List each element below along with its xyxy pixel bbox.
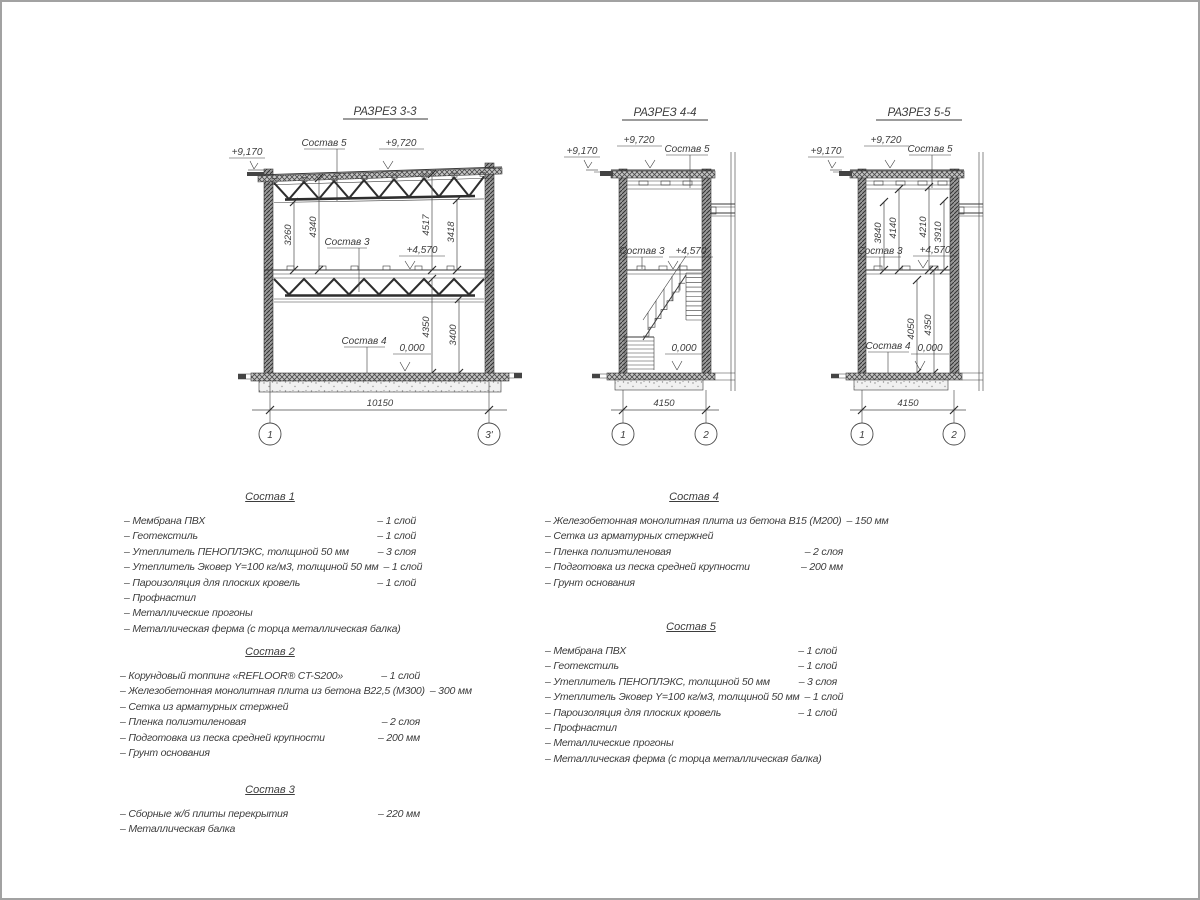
section-4-4 xyxy=(564,107,735,445)
elevation-mark-zero xyxy=(665,343,703,370)
svg-text:1: 1 xyxy=(859,430,865,441)
composition-item: – Сетка из арматурных стержней xyxy=(545,530,714,543)
composition-item: – Грунт основания xyxy=(545,576,635,589)
wall-right xyxy=(485,163,494,374)
adjacent-column xyxy=(959,152,983,391)
elevation-mark-parapet xyxy=(229,147,265,170)
svg-text:2: 2 xyxy=(951,430,957,441)
composition-item: – Металлическая ферма (с торца металлическая балка) xyxy=(545,752,822,765)
composition-item: – Пленка полиэтиленовая – 2 слоя xyxy=(545,545,843,558)
svg-text:+9,720: +9,720 xyxy=(385,138,417,149)
composition-item: – Металлическая ферма (с торца металлическая балка) xyxy=(124,622,401,635)
composition-item: – Металлические прогоны xyxy=(545,737,674,750)
composition-item: – Подготовка из песка средней крупности – 200 мм xyxy=(120,731,420,744)
wall-left xyxy=(619,169,627,374)
svg-text:4517: 4517 xyxy=(421,214,432,236)
span-dimension xyxy=(850,390,966,445)
svg-text:Состав 3: Состав 3 xyxy=(324,237,370,248)
roof xyxy=(247,167,502,185)
composition-item: – Мембрана ПВХ – 1 слой xyxy=(124,515,416,527)
leader-sostav4 xyxy=(865,341,911,373)
adjacent-column xyxy=(711,152,735,391)
svg-text:4150: 4150 xyxy=(653,398,675,409)
composition-item: – Сборные ж/б плиты перекрытия – 220 мм xyxy=(120,808,420,820)
composition-item: – Грунт основания xyxy=(120,747,210,760)
drawing-canvas xyxy=(2,2,1198,462)
composition-item: – Железобетонная монолитная плита из бетона В22,5 (М300) – 300 мм xyxy=(120,685,472,698)
roof xyxy=(833,170,964,189)
svg-text:+9,720: +9,720 xyxy=(870,135,902,146)
svg-text:3910: 3910 xyxy=(933,221,944,243)
elevation-mark-parapet xyxy=(808,146,844,170)
svg-text:4340: 4340 xyxy=(308,216,319,238)
composition-1 xyxy=(124,491,423,637)
svg-text:Состав 3: Состав 3 xyxy=(619,246,665,257)
svg-text:+4,570: +4,570 xyxy=(919,245,951,256)
svg-text:+9,170: +9,170 xyxy=(231,147,263,158)
dimensions-upper xyxy=(873,183,948,274)
span-dimension xyxy=(611,390,719,445)
composition-item: – Подготовка из песка средней крупности – 200 мм xyxy=(545,561,843,574)
composition-item: – Корундовый топпинг «REFLOOR® CT-S200» – 1 слой xyxy=(120,670,420,682)
leader-sostav3 xyxy=(324,237,370,292)
section-title: РАЗРЕЗ 4-4 xyxy=(633,107,697,119)
composition-item: – Металлические прогоны xyxy=(124,607,253,620)
svg-text:Состав 4: Состав 4 xyxy=(865,341,911,352)
dimensions-upper xyxy=(283,170,461,274)
leader-sostav5 xyxy=(907,144,953,188)
composition-item: – Металлическая балка xyxy=(120,823,236,836)
section-title: РАЗРЕЗ 3-3 xyxy=(353,106,417,118)
svg-text:Состав 5: Состав 5 xyxy=(907,144,953,155)
svg-text:3418: 3418 xyxy=(446,221,457,243)
composition-title: Состав 2 xyxy=(245,646,295,658)
svg-text:3840: 3840 xyxy=(873,222,884,244)
composition-title: Состав 1 xyxy=(245,491,295,503)
composition-item: – Мембрана ПВХ – 1 слой xyxy=(545,645,837,657)
svg-text:3400: 3400 xyxy=(448,324,459,346)
svg-text:+4,570: +4,570 xyxy=(406,245,438,256)
svg-text:4350: 4350 xyxy=(923,314,934,336)
composition-item: – Утеплитель ПЕНОПЛЭКС, толщиной 50 мм – 3 слоя xyxy=(124,545,416,558)
composition-title: Состав 4 xyxy=(669,491,719,503)
svg-text:Состав 4: Состав 4 xyxy=(341,336,387,347)
ground-slab xyxy=(831,373,983,390)
composition-item: – Утеплитель Эковер Y=100 кг/м3, толщиной 50 мм – 1 слой xyxy=(124,561,423,574)
svg-text:0,000: 0,000 xyxy=(671,343,697,354)
svg-text:4210: 4210 xyxy=(918,216,929,238)
svg-text:1: 1 xyxy=(267,430,273,441)
svg-text:10150: 10150 xyxy=(366,398,394,409)
composition-4 xyxy=(545,491,889,591)
section-5-5 xyxy=(808,107,983,445)
composition-item: – Пленка полиэтиленовая – 2 слоя xyxy=(120,716,420,729)
composition-title: Состав 5 xyxy=(666,621,716,633)
elevation-mark-top xyxy=(379,138,424,169)
composition-item: – Утеплитель ПЕНОПЛЭКС, толщиной 50 мм – 3 слоя xyxy=(545,675,837,688)
elevation-mark-parapet xyxy=(564,146,600,170)
svg-text:Состав 5: Состав 5 xyxy=(664,144,710,155)
elevation-mark-zero xyxy=(393,343,431,371)
svg-text:4150: 4150 xyxy=(897,398,919,409)
svg-text:0,000: 0,000 xyxy=(917,343,943,354)
svg-text:4140: 4140 xyxy=(888,217,899,239)
roof xyxy=(594,170,715,189)
canopy-edge-left xyxy=(247,172,264,176)
wall-right xyxy=(702,169,711,374)
composition-title: Состав 3 xyxy=(245,784,295,796)
elevation-mark-mid xyxy=(399,245,445,269)
elevation-mark-top xyxy=(617,135,662,168)
composition-3 xyxy=(120,784,420,838)
svg-text:3': 3' xyxy=(485,430,493,441)
composition-item: – Сетка из арматурных стержней xyxy=(120,700,289,713)
ground-slab xyxy=(592,373,735,390)
composition-item: – Железобетонная монолитная плита из бетона В15 (М200) – 150 мм xyxy=(545,515,889,527)
composition-item: – Геотекстиль – 1 слой xyxy=(124,530,416,543)
wall-right xyxy=(950,169,959,374)
svg-text:4350: 4350 xyxy=(421,316,432,338)
wall-left xyxy=(264,169,273,374)
svg-text:0,000: 0,000 xyxy=(399,343,425,354)
composition-item: – Утеплитель Эковер Y=100 кг/м3, толщиной 50 мм – 1 слой xyxy=(545,691,844,704)
composition-item: – Профнастил xyxy=(545,722,617,735)
svg-text:2: 2 xyxy=(703,430,709,441)
composition-item: – Геотекстиль – 1 слой xyxy=(545,660,837,673)
composition-5 xyxy=(545,621,844,767)
section-3-3 xyxy=(229,106,522,445)
svg-text:+9,170: +9,170 xyxy=(566,146,598,157)
mid-floor xyxy=(264,266,494,302)
svg-text:+9,170: +9,170 xyxy=(810,146,842,157)
section-title: РАЗРЕЗ 5-5 xyxy=(887,107,951,119)
svg-text:+4,570: +4,570 xyxy=(675,246,707,257)
svg-text:4050: 4050 xyxy=(906,318,917,340)
dimensions-lower xyxy=(906,266,938,377)
svg-text:Состав 5: Состав 5 xyxy=(301,138,347,149)
composition-item: – Профнастил xyxy=(124,592,196,605)
composition-2 xyxy=(120,646,472,761)
composition-item: – Пароизоляция для плоских кровель – 1 слой xyxy=(124,576,416,589)
elevation-mark-top xyxy=(864,135,909,168)
svg-text:+9,720: +9,720 xyxy=(623,135,655,146)
composition-item: – Пароизоляция для плоских кровель – 1 слой xyxy=(545,706,837,719)
svg-text:Состав 3: Состав 3 xyxy=(857,246,903,257)
ground-slab xyxy=(238,373,522,392)
svg-text:3260: 3260 xyxy=(283,224,294,246)
svg-text:1: 1 xyxy=(620,430,626,441)
leader-sostav4 xyxy=(341,336,387,374)
